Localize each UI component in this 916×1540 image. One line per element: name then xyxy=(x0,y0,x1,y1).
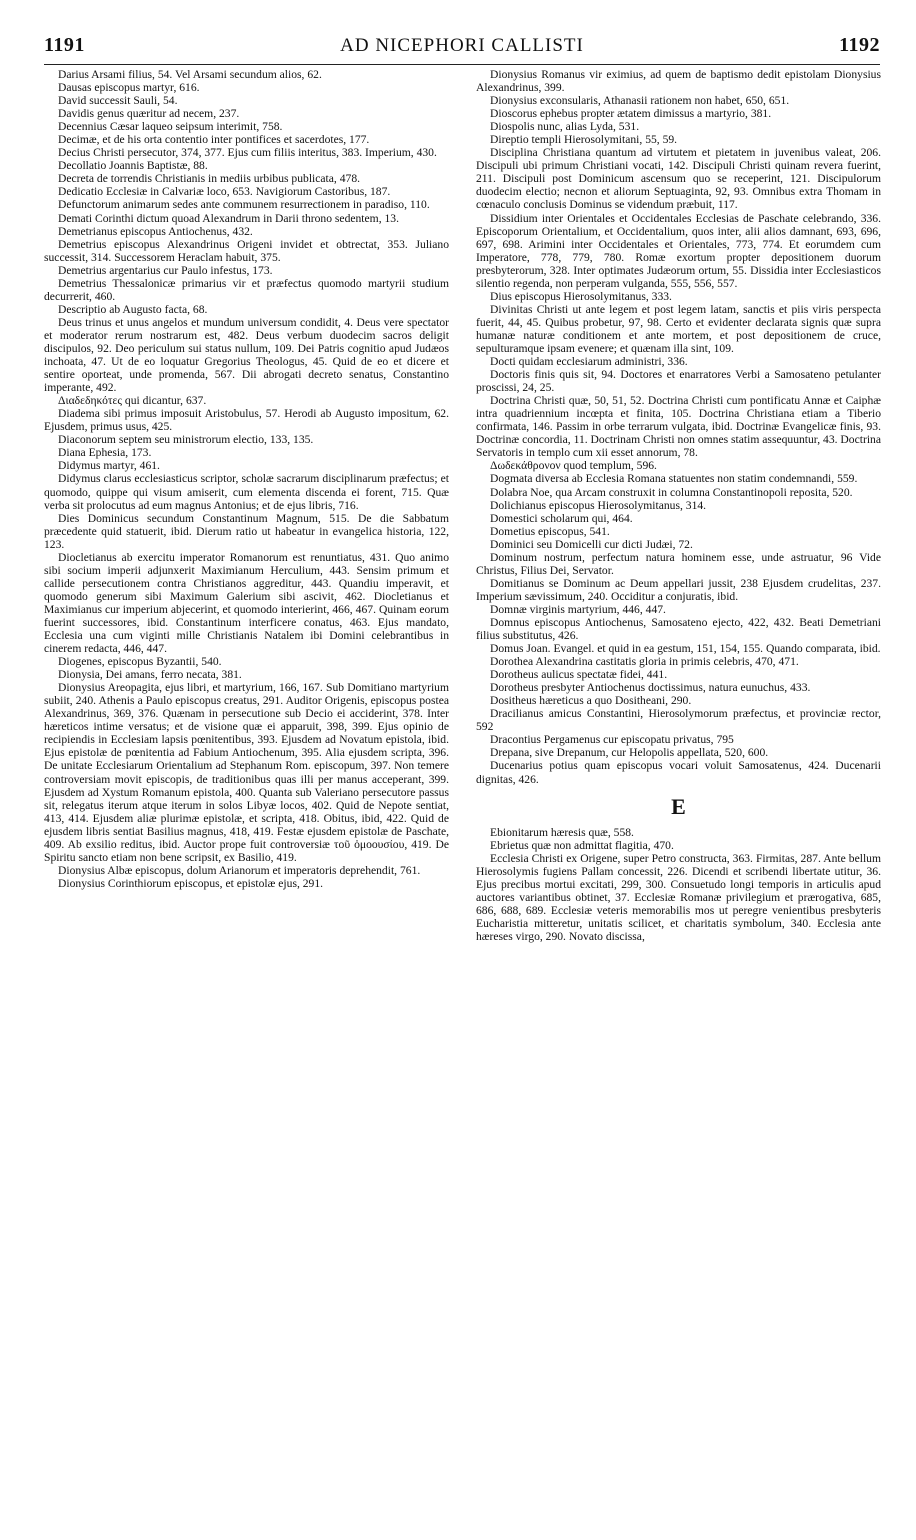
index-entry: Domnus episcopus Antiochenus, Samosateno ejecto, 422, 432. Beati Demetriani filius substitutus, 426. xyxy=(476,615,881,643)
index-entry: Diana Ephesia, 173. xyxy=(58,446,152,460)
index-page xyxy=(44,34,880,1524)
index-entry: Dogmata diversa ab Ecclesia Romana statuentes non statim condemnandi, 559. xyxy=(490,472,858,486)
index-entry: Dionysius exconsularis, Athanasii rationem non habet, 650, 651. xyxy=(490,94,790,108)
right-column-e-entries xyxy=(476,826,881,943)
index-entry: Demetrius episcopus Alexandrinus Origeni invidet et obtrectat, 353. Juliano successit, 314. Successorem Heraclam habuit, 375. xyxy=(44,237,449,264)
index-entry: Domitianus se Dominum ac Deum appellari jussit, 238 Ejusdem crudelitas, 237. Imperium sævissimum, 240. Occiditur a conjuratis, ibid. xyxy=(476,576,881,603)
index-entry: Ebionitarum hæresis quæ, 558. xyxy=(490,825,634,839)
index-entry: Diogenes, episcopus Byzantii, 540. xyxy=(58,655,222,669)
index-entry: Drepana, sive Drepanum, cur Helopolis appellata, 520, 600. xyxy=(490,746,769,760)
index-entry: Demetrius Thessalonicæ primarius vir et præfectus quomodo martyrii studium decurrerit, 460. xyxy=(44,276,449,303)
index-entry: Ecclesia Christi ex Origene, super Petro constructa, 363. Firmitas, 287. Ante bellum Hierosolymis fugiens Pallam concessit, 226. Dicendi et scribendi libertate utitur, 36. Ejus precibus mortui excitati, 299, 300. Consuetudo longi temporis in articulis apud auctores variantibus obtinet, 37. Ecclesiæ Romanæ privilegium et prærogativa, 685, 686, 688, 689. Ecclesiæ veteris memorabilis mos ut peregre venientibus presbyteris Eucharistia mitteretur, unitatis scilicet, et charitatis symbolum, 340. Ecclesia ante hæreses virgo, 290. Novato discissa, xyxy=(476,851,881,943)
index-entry: Doctrina Christi quæ, 50, 51, 52. Doctrina Christi cum pontificatu Annæ et Caiphæ intra quadriennium incœpta et finita, 105. Doctrina Christiana etiam a Tiberio confirmata, 146. Passim in orbe terrarum vulgata, ibid. Doctrinæ Evangelicæ finis, 93. Doctrinæ concordia, 11. Doctrinam Christi non omnes statim assequuntur, 43. Doctrina Servatoris in templo cum xii esset annorum, 78. xyxy=(476,394,881,460)
index-entry: Dometius episcopus, 541. xyxy=(490,524,610,538)
index-entry: Dorothea Alexandrina castitatis gloria in primis celebris, 470, 471. xyxy=(490,655,799,669)
page-number-right: 1192 xyxy=(839,34,880,56)
index-entry: Dorotheus aulicus spectatæ fidei, 441. xyxy=(490,668,668,682)
index-entry: Dorotheus presbyter Antiochenus doctissimus, natura eunuchus, 433. xyxy=(490,681,811,695)
index-entry: Diadema sibi primus imposuit Aristobulus, 57. Herodi ab Augusto impositum, 62. Ejusdem, primus usus, 425. xyxy=(44,407,449,434)
index-entry: Dausas episcopus martyr, 616. xyxy=(58,81,200,95)
index-entry: Darius Arsami filius, 54. Vel Arsami secundum alios, 62. xyxy=(58,68,322,81)
index-entry: Decollatio Joannis Baptistæ, 88. xyxy=(58,159,208,173)
index-entry: David successit Sauli, 54. xyxy=(58,94,178,108)
index-entry: Dositheus hæreticus a quo Dositheani, 290. xyxy=(490,694,692,708)
running-title: AD NICEPHORI CALLISTI xyxy=(340,35,584,56)
index-entry: Didymus martyr, 461. xyxy=(58,459,160,473)
right-column-d-entries xyxy=(476,68,881,786)
index-entry: Demati Corinthi dictum quoad Alexandrum in Darii throno sedentem, 13. xyxy=(58,211,399,225)
index-entry: Decimæ, et de his orta contentio inter pontifices et sacerdotes, 177. xyxy=(58,133,370,147)
index-entry: Domestici scholarum qui, 464. xyxy=(490,511,633,525)
index-entry: Dies Dominicus secundum Constantinum Magnum, 515. De die Sabbatum præcedente quid statuerit, ibid. Dierum ratio ut habeatur in evangelica historia, 122, 123. xyxy=(44,511,449,551)
index-entry: Didymus clarus ecclesiasticus scriptor, scholæ sacrarum disciplinarum præfectus; et quomodo, quippe qui visum amiserit, cum elementa discenda ei forent, 715. Quæ verba sit prolocutus ad eum magnus Antonius; et de ejus libris, 716. xyxy=(44,472,449,512)
index-entry: Diocletianus ab exercitu imperator Romanorum est renuntiatus, 431. Quo animo sibi socium imperii adjunxerit Maximianum Herculium, 443. Sensim primum et callide persecutionem contra Christianos aggreditur, 443. Quandiu imperavit, et quomodo generum sibi Maximum Galerium sibi ascivit, 462. Diocletianus et Maximianus cur imperium abjecerint, et quomodo interierint, 466, 467. Quinam eorum fuerint successores, ibid. Constantinum interficere conatus, 463. Ejus mandato, Ecclesia una cum viginti mille Christianis Natalem ibi Domini celebrantibus in cinerem redacta, 446, 447. xyxy=(44,550,449,656)
index-entry: Docti quidam ecclesiarum administri, 336. xyxy=(490,355,688,369)
index-entry: Descriptio ab Augusto facta, 68. xyxy=(58,302,208,316)
index-entry: Dionysius Albæ episcopus, dolum Arianorum et imperatoris deprehendit, 761. xyxy=(58,863,421,877)
index-entry: Domus Joan. Evangel. et quid in ea gestum, 151, 154, 155. Quando comparata, ibid. xyxy=(490,642,881,656)
index-entry: Demetrianus episcopus Antiochenus, 432. xyxy=(58,224,253,238)
index-entry: Decreta de torrendis Christianis in mediis urbibus publicata, 478. xyxy=(58,172,361,186)
index-entry: Dracilianus amicus Constantini, Hierosolymorum præfectus, et provinciæ rector, 592 xyxy=(476,707,881,734)
page-number-left: 1191 xyxy=(44,34,85,56)
index-entry: Δωδεκάθρονον quod templum, 596. xyxy=(490,459,657,473)
left-column xyxy=(44,68,449,890)
index-entry: Direptio templi Hierosolymitani, 55, 59. xyxy=(490,133,678,147)
running-header xyxy=(44,34,880,65)
index-entry: Dracontius Pergamenus cur episcopatu privatus, 795 xyxy=(490,733,734,747)
index-entry: Demetrius argentarius cur Paulo infestus, 173. xyxy=(58,263,273,277)
index-entry: Doctoris finis quis sit, 94. Doctores et enarratores Verbi a Samosateno petulanter proscissi, 24, 25. xyxy=(476,368,881,395)
index-entry: Dionysius Romanus vir eximius, ad quem de baptismo dedit epistolam Dionysius Alexandrinus, 399. xyxy=(476,68,881,95)
right-column xyxy=(476,68,881,943)
index-entry: Diospolis nunc, alias Lyda, 531. xyxy=(490,120,640,134)
index-entry: Decius Christi persecutor, 374, 377. Ejus cum filiis interitus, 383. Imperium, 430. xyxy=(58,146,437,160)
index-entry: Dionysius Areopagita, ejus libri, et martyrium, 166, 167. Sub Domitiano martyrium subiit, 240. Athenis a Paulo episcopus creatus, 291. Auditor Origenis, episcopus postea Alexandrinus, 369, 376. Quænam in persecutione sub Decio ei acciderint, 378. Inter hæreticos intime versatus; et de visione quæ ei apparuit, 398, 399. Ejus opinio de recipiendis in Ecclesiam lapsis pœnitentibus, 393. Ejusdem ad Novatum epistola, ibid. Ejus epistolæ de pœnitentia ad Fabium Antiochenum, 395. Alia ejusdem scripta, 396. De unitate Ecclesiarum Orientalium ad Stephanum Rom. episcopum, 397. Non temere controversiam movit episcopis, de traditionibus quas illi per manus acceperant, 399. Ejusdem ad Xystum Romanum epistola, 400. Quanta sub Valeriano persecutore passus sit, relegatus iterum atque iterum in solos Libyæ locos, 402. Quid de Nepote sentiat, 413, 414. Ejusdem aliæ plurimæ epistolæ, et scripta, 418. Obitus, ibid, 422. Quid de ejusdem libris sentiat Basilius magnus, 418, 419. Festæ ejusdem epistolæ de Paschate, 409. Ab exsilio reditus, ibid. Auctor prope fuit controversiæ τοῦ ὁμοουσίου, 419. De Spiritu sancto etiam non bene scripsit, ex Basilio, 419. xyxy=(44,681,449,864)
index-entry: Dedicatio Ecclesiæ in Calvariæ loco, 653. Navigiorum Castoribus, 187. xyxy=(58,185,391,199)
index-entry: Dionysius Corinthiorum episcopus, et epistolæ ejus, 291. xyxy=(58,876,324,890)
index-entry: Dissidium inter Orientales et Occidentales Ecclesias de Paschate celebrando, 336. Episcoporum Orientalium, et Occidentalium, quos inter, alii alios damnant, 693, 696, 697, 698. Arimini inter Occidentales et Orientales, 773, 774. Et eorumdem cum Imperatore, 778, 779, 780. Romæ exortum propter depositionem duorum presbyterorum, 328. Inter optimates Judæorum ortum, 55. Dissidia inter Ecclesiasticos silentio regenda, non perperam vulganda, 555, 556, 557. xyxy=(476,211,881,290)
index-entry: Ducenarius potius quam episcopus vocari voluit Samosatenus, 424. Ducenarii dignitas, 426. xyxy=(476,759,881,786)
index-entry: Ebrietus quæ non admittat flagitia, 470. xyxy=(490,838,674,852)
index-entry: Dius episcopus Hierosolymitanus, 333. xyxy=(490,289,672,303)
index-entry: Davidis genus quæritur ad necem, 237. xyxy=(58,107,240,121)
index-entry: Διαδεδηκότες qui dicantur, 637. xyxy=(58,394,207,408)
index-columns xyxy=(44,68,880,1524)
index-entry: Dionysia, Dei amans, ferro necata, 381. xyxy=(58,668,242,682)
index-entry: Diaconorum septem seu ministrorum electio, 133, 135. xyxy=(58,433,314,447)
index-entry: Dominum nostrum, perfectum natura hominem esse, unde astruatur, 96 Vide Christus, Filius Dei, Servator. xyxy=(476,550,881,577)
index-entry: Dioscorus ephebus propter ætatem dimissus a martyrio, 381. xyxy=(490,107,772,121)
index-entry: Dolichianus episcopus Hierosolymitanus, 314. xyxy=(490,498,707,512)
index-entry: Divinitas Christi ut ante legem et post legem latam, sanctis et piis viris perspecta fuerit, 44, 45. Quibus probetur, 97, 98. Certo et evidenter declarata signis quæ supra humanæ naturæ conditionem et ante mortem, et post depositionem de cruce, sepulturamque ipsam evenere; et quænam illa sint, 109. xyxy=(476,302,881,355)
index-entry: Deus trinus et unus angelos et mundum universum condidit, 4. Deus vere spectator et moderator rerum nostrarum est, 482. Deus verbum duodecim sacros deligit discipulos, 92. Deo periculum sui status nullum, 109. Dei Patris cognitio apud Judæos inchoata, 47. Ut de eo loquatur Gregorius Theologus, 45. Quid de eo et dicere et sentire oporteat, unde promenda, 567. Dii abrogati decreto senatus, Constantino imperante, 492. xyxy=(44,315,449,395)
index-entry: Dolabra Noe, qua Arcam construxit in columna Constantinopoli reposita, 520. xyxy=(490,485,853,499)
index-entry: Dominici seu Domicelli cur dicti Judæi, 72. xyxy=(490,537,693,551)
index-entry: Decennius Cæsar laqueo seipsum interimit, 758. xyxy=(58,120,283,134)
section-letter-e: E xyxy=(671,793,686,819)
index-entry: Domnæ virginis martyrium, 446, 447. xyxy=(490,602,666,616)
index-entry: Disciplina Christiana quantum ad virtutem et pietatem in juvenibus valeat, 206. Discipuli ubi primum Christiani vocati, 142. Discipuli Christi quinam revera fuerint, 211. Discipuli post Dominicum ascensum quo se receperint, 121. Discipulorum duodecim electio; necnon et aliorum Septuaginta, 92, 93. Omnibus extra Thomam in cœnaculo conclusis Dominus se videndum præbuit, 117. xyxy=(476,146,881,212)
index-entry: Defunctorum animarum sedes ante communem resurrectionem in paradiso, 110. xyxy=(58,198,430,212)
